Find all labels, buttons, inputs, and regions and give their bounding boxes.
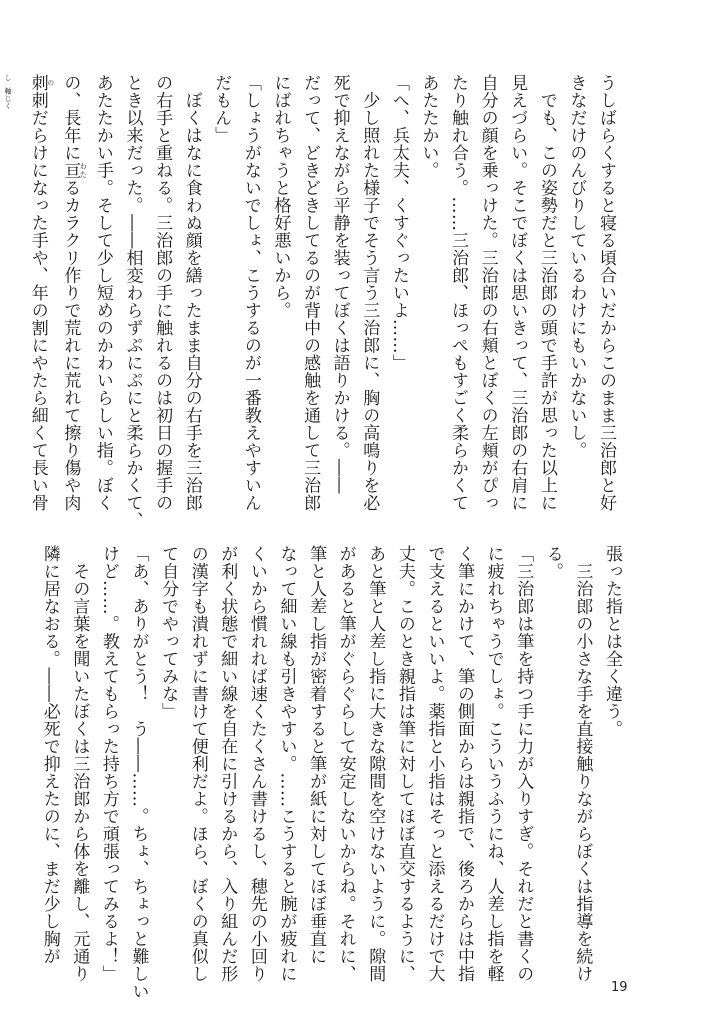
text-line: 筆と人差し指が密着すると筆が紙に対してほぼ垂直に [306,545,327,965]
text-line: の右手と重ねる。三治郎の手に触れるのは初日の握手の [152,74,173,512]
text-line: 「しょうがないでしょ、こうするのが一番教えやすいん [240,74,261,512]
furigana: の [46,74,55,92]
text-line: が利く状態で細い線を自在に引けるから、入り組んだ形 [217,545,238,983]
text-line: とき以来だった。――相変わらずぷにぷにと柔らかくて、 [122,74,143,529]
text-line: に疲れちゃうでしょ。こういうふうにね、人差し指を軽 [483,545,504,983]
text-line: 見えづらい。そこでぼくは思いきって、三治郎の右肩に [507,74,528,512]
text-line: あと筆と人差し指に大きな隙間を空けないように。隙間 [365,545,386,983]
text-line: けど……。教えてもらった持ち方で頑張ってみるよ！」 [98,545,119,983]
text-line: 少し照れた様子でそう言う三治郎に、胸の高鳴りを必 [359,74,380,512]
text-line: きなだけのんびりしているわけにもいかないし。 [566,74,587,459]
text-line: ぼくはなに食わぬ顔を繕ったまま自分の右手を三治郎 [181,74,202,512]
text-line: の漢字も潰れずに書けて便利だよ。ほら、ぼくの真似し [187,545,208,983]
ruby-base: 軸 [4,87,13,95]
text-line: 丈夫。このとき親指は筆に対してほぼ直交するように、 [394,545,415,983]
text-line: 「三治郎は筆を持つ手に力が入りすぎ。それだと書くの [513,545,534,983]
text-segment: 刺だらけになった手や、年の割にやたら細くて長い骨 [27,91,48,512]
text-line: 「あ、ありがとう！ う――……。ちょ、ちょっと難しい [128,545,149,1000]
text-line: る。 [542,545,563,580]
furigana: わた [79,161,88,179]
text-line: あたたかい。 [418,74,439,179]
hidden-ruby-jiku [4,87,12,110]
text-line: で支えるといいよ。薬指と小指はそっと添えるだけで大 [424,545,445,983]
text-line-with-ruby [22,74,55,512]
text-line: 「へ、兵太夫、くすぐったいよ……」 [388,74,409,372]
text-line: でも、この姿勢だと三治郎の頭で手許が思った以上に [536,74,557,512]
furigana: じく [4,94,13,110]
ruby-wata [60,161,88,180]
ruby-base: 刺 [27,74,48,92]
text-line: たり触れ合う。……三治郎、ほっぺもすごく柔らかくて [448,74,469,512]
text-line: その言葉を聞いたぼくは三治郎から体を離し、元通り [69,545,90,983]
text-line: 張った指とは全く違う。 [602,545,622,738]
text-line: くいから慣れれば速くたくさん書けるし、穂先の小回り [246,545,267,983]
text-segment: るカラクリ作りで荒れに荒れて擦り傷や肉 [60,179,81,512]
text-line: うしばらくすると寝る頃合いだからこのまま三治郎と好 [596,74,616,512]
text-line: だもん」 [211,74,232,144]
text-line: て自分でやってみな」 [158,545,179,720]
text-line: 隣に居なおる。――必死で抑えたのに、まだ少し胸が [39,545,60,965]
hidden-furigana-shi: し [4,74,13,82]
text-line: があると筆がぐらぐらして安定しないからね。それに、 [335,545,356,983]
ruby-base: 亘 [60,161,81,179]
text-segment: の、長年に [60,74,81,162]
text-line: にばれちゃうと格好悪いから。 [270,74,291,319]
text-line: なって細い線も引きやすい。……こうすると腕が疲れに [276,545,297,983]
text-line: 三治郎の小さな手を直接触りながらぼくは指導を続け [572,545,593,983]
text-line: 死で抑えながら平静を装ってぼくは語りかける。―― [329,74,350,494]
text-block-upper [4,74,620,529]
text-line: だって、どきどきしてるのが背中の感触を通して三治郎 [300,74,321,512]
text-line: く筆にかけて、筆の側面からは親指で、後ろからは中指 [454,545,475,983]
ruby-no [27,74,55,92]
page-number: 19 [611,980,628,995]
text-line: あたたかい手。そして少し短めのかわいらしい指。ぼく [92,74,113,512]
text-line: 自分の顔を乗っけた。三治郎の右頬とぼくの左頬がぴっ [477,74,498,512]
text-line-with-ruby [55,74,88,512]
